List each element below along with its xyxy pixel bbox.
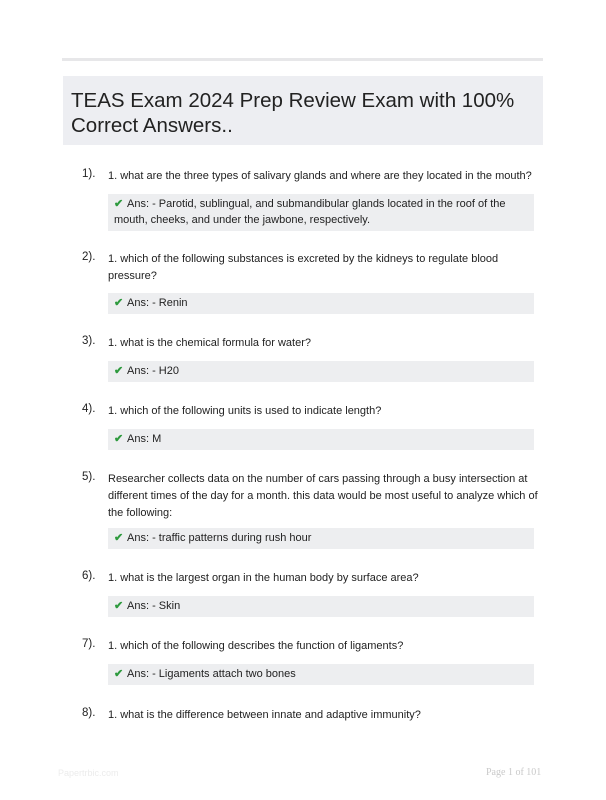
question-number: 7). xyxy=(82,638,96,650)
answer-box xyxy=(108,293,534,314)
check-icon: ✔ xyxy=(114,198,124,210)
title-banner xyxy=(63,76,543,145)
question-number: 4). xyxy=(82,403,96,415)
answer-text: Ans: - H20 xyxy=(127,365,179,377)
question-text: Researcher collects data on the number of cars passing through a busy intersection at different times of the day for a month. this data would be most useful to analyze which of the following: xyxy=(108,473,538,519)
answer-text: Ans: - Renin xyxy=(127,297,188,309)
question-number: 2). xyxy=(82,251,96,263)
question-text: 1. what are the three types of salivary glands and where are they located in the mouth? xyxy=(108,170,532,182)
answer-box xyxy=(108,596,534,617)
question-text: 1. what is the difference between innate and adaptive immunity? xyxy=(108,709,421,721)
question-number: 3). xyxy=(82,335,96,347)
answer-text: Ans: - Parotid, sublingual, and submandibular glands located in the roof of the mouth, cheeks, and under the jawbone, respectively. xyxy=(114,198,506,226)
answer-text: Ans: - traffic patterns during rush hour xyxy=(127,532,312,544)
answer-text: Ans: - Ligaments attach two bones xyxy=(127,668,296,680)
answer-text: Ans: M xyxy=(127,433,162,445)
answer-box xyxy=(108,194,534,231)
answer-box xyxy=(108,664,534,685)
question-text: 1. what is the chemical formula for water? xyxy=(108,337,311,349)
check-icon: ✔ xyxy=(114,668,124,680)
document-title: TEAS Exam 2024 Prep Review Exam with 100% Correct Answers.. xyxy=(71,89,515,137)
check-icon: ✔ xyxy=(114,365,124,377)
answer-box xyxy=(108,429,534,450)
question-number: 8). xyxy=(82,707,96,719)
question-text: 1. which of the following substances is excreted by the kidneys to regulate blood pressure? xyxy=(108,253,499,282)
footer-watermark: Papertrbic.com xyxy=(58,768,119,778)
check-icon: ✔ xyxy=(114,532,124,544)
answer-box xyxy=(108,361,534,382)
question-number: 6). xyxy=(82,570,96,582)
question-number: 5). xyxy=(82,471,96,483)
check-icon: ✔ xyxy=(114,600,124,612)
answer-text: Ans: - Skin xyxy=(127,600,181,612)
question-text: 1. what is the largest organ in the human body by surface area? xyxy=(108,572,419,584)
top-divider xyxy=(62,58,543,61)
question-text: 1. which of the following units is used to indicate length? xyxy=(108,405,382,417)
question-number: 1). xyxy=(82,168,96,180)
answer-box xyxy=(108,528,534,549)
question-text: 1. which of the following describes the function of ligaments? xyxy=(108,640,404,652)
check-icon: ✔ xyxy=(114,433,124,445)
page-number: Page 1 of 101 xyxy=(486,767,542,778)
check-icon: ✔ xyxy=(114,297,124,309)
